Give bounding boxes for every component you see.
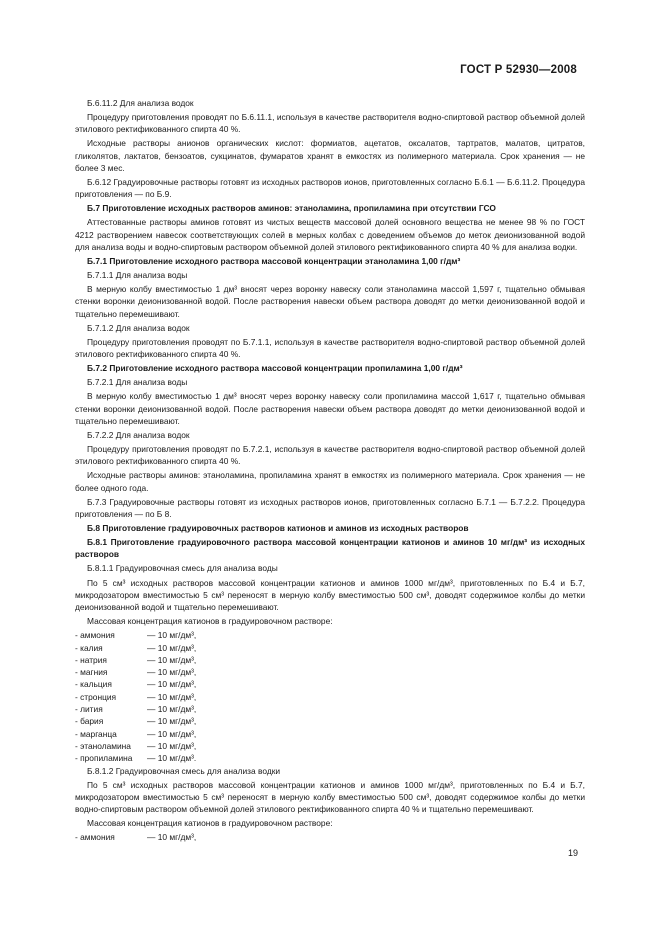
paragraph-group-2 [75, 765, 585, 830]
list-item [75, 728, 585, 740]
section-heading: Б.7 Приготовление исходных растворов аминов: этаноламина, пропиламина при отсутствии ГСО [87, 203, 496, 214]
list-item [75, 642, 585, 654]
paragraph: Б.7.3 Градуировочные растворы готовят из исходных растворов ионов, приготовленных согласно Б.7.1 — Б.7.2.2. Процедура приготовления — по Б 8. [75, 496, 585, 519]
paragraph: Процедуру приготовления проводят по Б.7.2.1, используя в качестве растворителя водно-спиртовой раствор объемной долей этилового ректификованного спирта 40 %. [75, 444, 585, 467]
paragraph: Б.7.1.2 Для анализа водок [87, 322, 190, 333]
paragraph: Б.7.2.1 Для анализа воды [87, 377, 188, 388]
page-number: 19 [567, 848, 578, 858]
paragraph: Б.7.2.2 Для анализа водок [87, 429, 190, 440]
paragraph: Процедуру приготовления проводят по Б.6.11.1, используя в качестве растворителя водно-спиртовой раствор объемной долей этилового ректификованного спирта 40 %. [75, 112, 585, 135]
section-heading: Б.7.2 Приготовление исходного раствора массовой концентрации пропиламина 1,00 г/дм³ [87, 363, 463, 374]
substance-name: - лития [75, 704, 103, 715]
concentration-value: — 10 мг/дм³, [147, 630, 197, 641]
substance-name: - кальция [75, 679, 112, 690]
paragraph: Аттестованные растворы аминов готовят из чистых веществ массовой долей основного вещества не менее 98 % по ГОСТ 4212 растворением навесок соответствующих солей в мерных колбах с доведением объемов до меток деионизованной водой для анализа воды и водно-спиртовым раствором объемной долей этилового ректификованного спирта 40 % для анализа водки. [75, 217, 585, 252]
paragraph: Б.8.1.1 Градуировочная смесь для анализа воды [87, 563, 278, 574]
list-item [75, 715, 585, 727]
paragraph: Процедуру приготовления проводят по Б.7.1.1, используя в качестве растворителя водно-спиртовой раствор объемной долей этилового ректификованного спирта 40 %. [75, 336, 585, 359]
section-heading: Б.8 Приготовление градуировочных растворов катионов и аминов из исходных растворов [87, 523, 469, 533]
paragraph: Б.7.1.1 Для анализа воды [87, 270, 188, 281]
concentration-value: — 10 мг/дм³, [147, 716, 197, 727]
substance-name: - аммония [75, 832, 115, 843]
paragraph: Массовая концентрация катионов в градуировочном растворе: [87, 616, 333, 627]
substance-name: - бария [75, 716, 104, 727]
concentration-value: — 10 мг/дм³, [147, 740, 197, 751]
list-item [75, 752, 585, 764]
paragraph: Массовая концентрация катионов в градуировочном растворе: [87, 818, 333, 829]
substance-name: - калия [75, 642, 103, 653]
list-item [75, 666, 585, 678]
section-heading: Б.8.1 Приготовление градуировочного раствора массовой концентрации катионов и аминов 10 мг/дм³ из исходных растворов [75, 537, 585, 560]
page-content [75, 97, 585, 844]
list-item [75, 654, 585, 666]
paragraph: Исходные растворы анионов органических кислот: формиатов, ацетатов, оксалатов, тартратов, малатов, цитратов, гликолятов, лактатов, бензоатов, сукцинатов, фумаратов хранят в емкостях из полимерного материала. Срок хранения — не более 3 мес. [75, 138, 585, 173]
list-item [75, 629, 585, 641]
paragraph: Б.6.12 Градуировочные растворы готовят из исходных растворов ионов, приготовленных согласно Б.6.1 — Б.6.11.2. Процедура приготовления — по Б.9. [75, 176, 585, 200]
document-header: ГОСТ Р 52930—2008 [460, 64, 577, 76]
list-item [75, 691, 585, 703]
substance-name: - пропиламина [75, 753, 133, 764]
section-heading: Б.7.1 Приготовление исходного раствора массовой концентрации этаноламина 1,00 г/дм³ [87, 255, 461, 266]
concentration-value: — 10 мг/дм³, [147, 691, 197, 702]
substance-name: - этаноламина [75, 740, 131, 751]
substance-name: - натрия [75, 654, 107, 665]
concentration-value: — 10 мг/дм³, [147, 642, 197, 653]
paragraph: По 5 см³ исходных растворов массовой концентрации катионов и аминов 1000 мг/дм³, приготовленных по Б.4 и Б.7, микродозатором вместимостью 5 см³ переносят в мерную колбу вместимостью 500 см³, доводят содержимое колбы до метки водно-спиртовым раствором объемной долей этилового ректификованного спирта 40 % и тщательно перемешивают. [75, 779, 585, 814]
concentration-value: — 10 мг/дм³, [147, 728, 197, 739]
concentration-value: — 10 мг/дм³, [147, 654, 197, 665]
paragraph: В мерную колбу вместимостью 1 дм³ вносят через воронку навеску соли пропиламина массой 1,617 г, тщательно обмывая стенки воронки деионизованной водой. После растворения навески объем раствора доводят до метки деионизованной водой и тщательно перемешивают. [75, 391, 585, 426]
concentration-value: — 10 мг/дм³, [147, 832, 197, 843]
list-item [75, 831, 585, 843]
list-item [75, 678, 585, 690]
concentration-value: — 10 мг/дм³, [147, 667, 197, 678]
list-item [75, 740, 585, 752]
concentration-value: — 10 мг/дм³, [147, 704, 197, 715]
substance-name: - марганца [75, 728, 117, 739]
concentration-value: — 10 мг/дм³. [147, 753, 197, 764]
paragraph: Исходные растворы аминов: этаноламина, пропиламина хранят в емкостях из полимерного материала. Срок хранения — не более одного года. [75, 470, 585, 493]
paragraph: Б.8.1.2 Градуировочная смесь для анализа водки [87, 765, 281, 776]
paragraph: Б.6.11.2 Для анализа водок [87, 98, 194, 108]
concentration-list-water [75, 629, 585, 764]
substance-name: - магния [75, 667, 108, 678]
paragraph: В мерную колбу вместимостью 1 дм³ вносят через воронку навеску соли этаноламина массой 1,597 г, тщательно обмывая стенки воронки деионизованной водой. После растворения навески объем раствора доводят до метки деионизованной водой и тщательно перемешивают. [75, 284, 585, 319]
substance-name: - аммония [75, 630, 115, 641]
concentration-value: — 10 мг/дм³, [147, 679, 197, 690]
substance-name: - стронция [75, 691, 117, 702]
concentration-list-vodka [75, 831, 585, 843]
list-item [75, 703, 585, 715]
paragraph: По 5 см³ исходных растворов массовой концентрации катионов и аминов 1000 мг/дм³, приготовленных по Б.4 и Б.7, микродозатором вместимостью 5 см³ переносят в мерную колбу вместимостью 500 см³, доводят содержимое колбы до метки деионизованной водой и тщательно перемешивают. [75, 577, 585, 612]
paragraph-group-1 [75, 97, 585, 627]
